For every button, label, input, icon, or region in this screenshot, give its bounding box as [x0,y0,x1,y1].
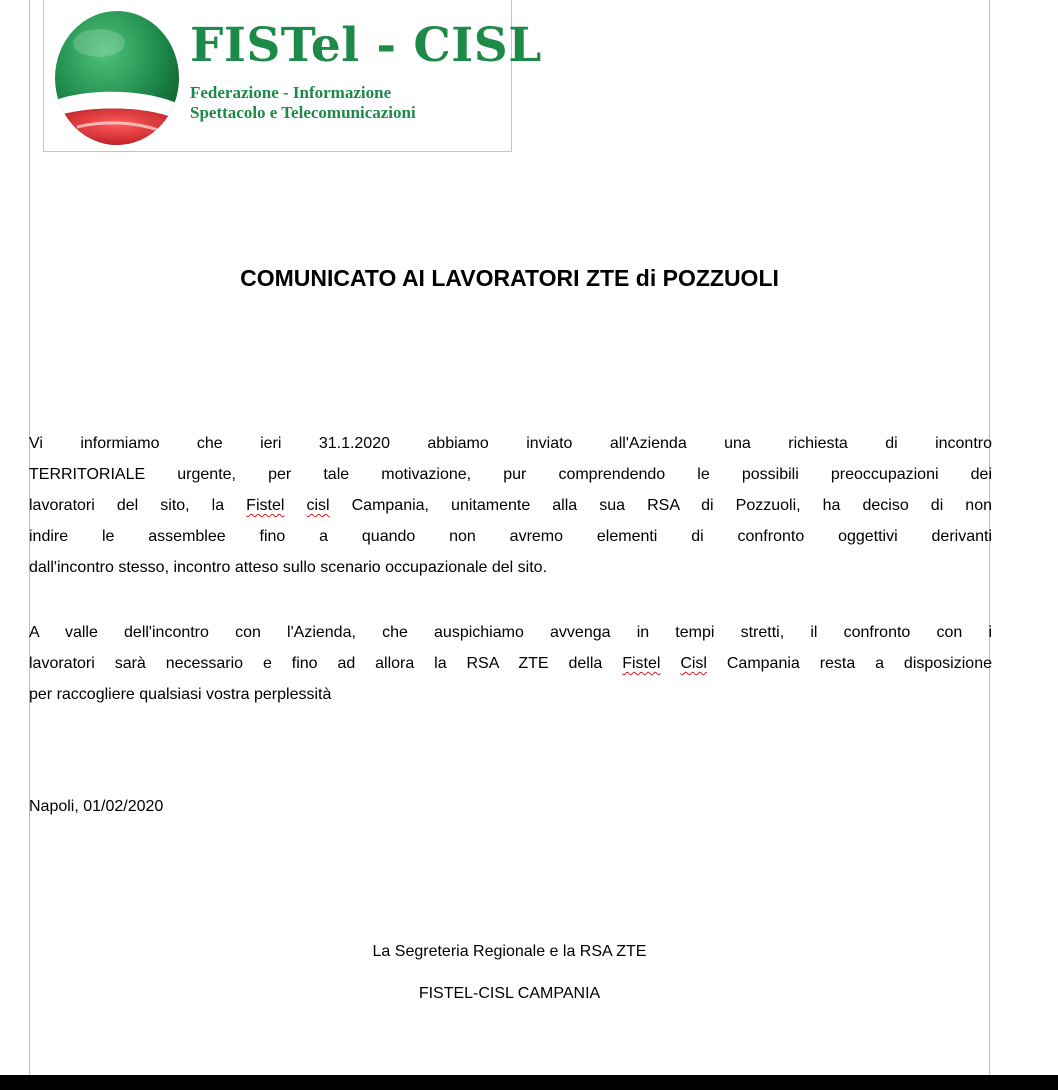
logo-name: FISTel - CISL [190,18,542,73]
logo [43,0,542,152]
paragraph-1-line: indire le assemblee fino a quando non avremo elementi di confronto oggettivi derivanti [29,528,992,545]
document-title: COMUNICATO AI LAVORATORI ZTE di POZZUOLI [240,265,779,291]
paragraph-1 [29,428,992,583]
logo-subtitle-line1: Federazione - Informazione [190,83,392,102]
misspelled-word[interactable]: Cisl [680,655,707,672]
paragraph-1-line: Vi informiamo che ieri 31.1.2020 abbiamo inviato all'Azienda una richiesta di incontro [29,435,992,452]
misspelled-word[interactable]: Fistel [246,497,285,514]
text-run: Campania, unitamente alla sua RSA di Pozzuoli, ha deciso di non [329,497,992,514]
logo-subtitle-line2: Spettacolo e Telecomunicazioni [190,103,416,122]
bottom-black-bar [0,1075,1058,1090]
text-run [284,497,306,514]
paragraph-2-line [29,648,992,679]
text-run: Campania resta a disposizione [706,655,992,672]
paragraph-1-line [29,490,992,521]
paragraph-2-line: per raccogliere qualsiasi vostra perplessità [29,686,332,703]
misspelled-word[interactable]: cisl [306,497,330,514]
paragraph-2-line: A valle dell'incontro con l'Azienda, che auspichiamo avvenga in tempi stretti, il confronto con i [29,624,992,641]
text-run: lavoratori del sito, la [29,497,247,514]
document-date: Napoli, 01/02/2020 [29,798,164,815]
paragraph-1-line: dall'incontro stesso, incontro atteso sullo scenario occupazionale del sito. [29,559,548,576]
signature-line-1: La Segreteria Regionale e la RSA ZTE [372,943,647,960]
paragraph-1-line: TERRITORIALE urgente, per tale motivazione, pur comprendendo le possibili preoccupazioni dei [29,466,992,483]
text-run [660,655,680,672]
fistel-cisl-emblem-icon [53,9,181,147]
misspelled-word[interactable]: Fistel [622,655,661,672]
signature-line-2: FISTEL-CISL CAMPANIA [418,985,601,1002]
paragraph-2 [29,617,992,710]
text-run: lavoratori sarà necessario e fino ad allora la RSA ZTE della [29,655,623,672]
